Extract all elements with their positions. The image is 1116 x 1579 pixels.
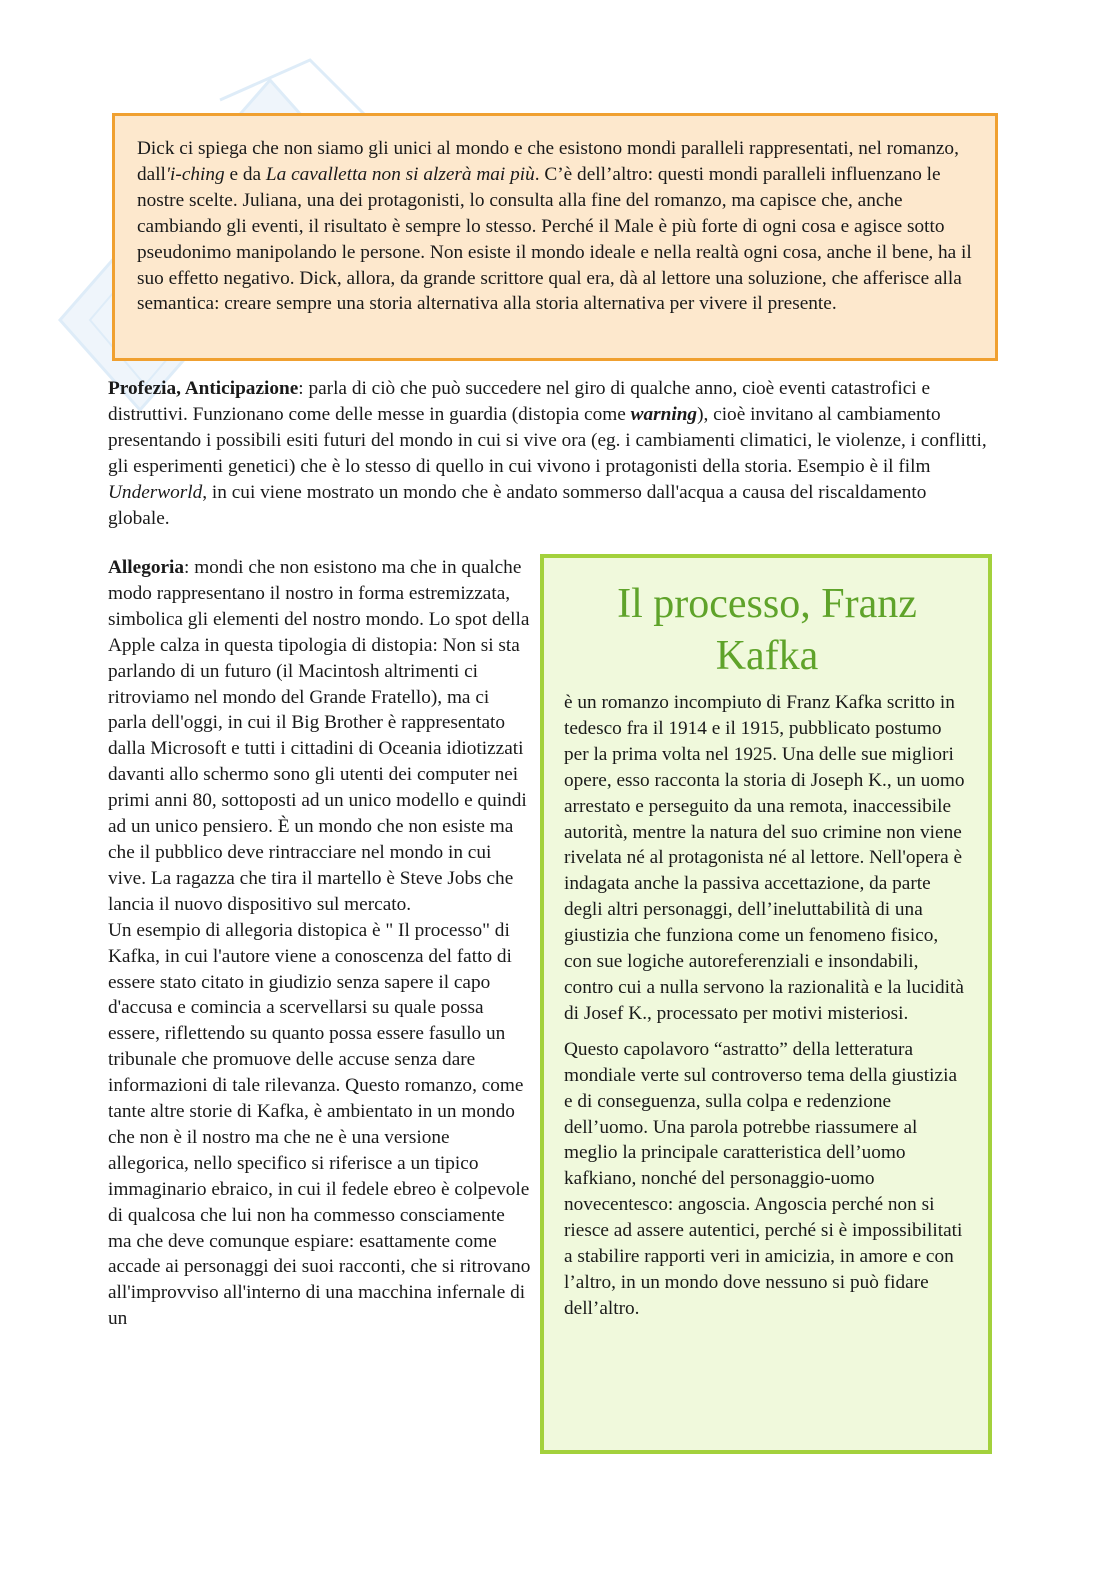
intro-box <box>112 113 998 361</box>
allegoria-section <box>108 555 532 1332</box>
kafka-paragraph-1: è un romanzo incompiuto di Franz Kafka scritto in tedesco fra il 1914 e il 1915, pubblicato postumo per la prima volta nel 1925. Una delle sue migliori opere, esso racconta la storia di Joseph K., un uomo arrestato e perseguito da una remota, inaccessibile autorità, mentre la natura del suo crimine non viene rivelata né al protagonista né al lettore. Nell'opera è indagata anche la passiva accettazione, da parte degli altri personaggi, dell’ineluttabilità di una giustizia che funziona come un fenomeno fisico, con sue logiche autoreferenziali e insondabili, contro cui a nulla servono la razionalità e la lucidità di Josef K., processato per motivi misteriosi. <box>564 692 965 1024</box>
kafka-paragraph-2: Questo capolavoro “astratto” della letteratura mondiale verte sul controverso tema della giustizia e di conseguenza, sulla colpa e redenzione dell’uomo. Una parola potrebbe riassumere al meglio la principale caratteristica dell’uomo kafkiano, nonché del personaggio-uomo novecentesco: angoscia. Angoscia perché non si riesce ad assere autentici, perché si è impossibilitati a stabilire rapporti veri in amicizia, in amore e con l’altro, in un mondo dove nessuno si può fidare dell’altro. <box>564 1038 963 1319</box>
allegoria-paragraph-1: Allegoria: mondi che non esistono ma che in qualche modo rappresentano il nostro in forma estremizzata, simbolica gli elementi del nostro mondo. Lo spot della Apple calza in questa tipologia di distopia: Non si sta parlando di un futuro (il Macintosh altrimenti ci ritroviamo nel mondo del Grande Fratello), ma ci parla dell'oggi, in cui il Big Brother è rappresentato dalla Microsoft e tutti i cittadini di Oceania idiotizzati davanti allo schermo sono gli utenti dei computer nei primi anni 80, sottoposti ad un unico modello e quindi ad un unico pensiero. È un mondo che non esiste ma che il pubblico deve rintracciare nel mondo in cui vive. La ragazza che tira il martello è Steve Jobs che lancia il nuovo dispositivo sul mercato. <box>108 557 530 915</box>
intro-paragraph: Dick ci spiega che non siamo gli unici al mondo e che esistono mondi paralleli rappresentati, nel romanzo, dall'i-ching e da La cavalletta non si alzerà mai più. C’è dell’altro: questi mondi paralleli influenzano le nostre scelte. Juliana, una dei protagonisti, lo consulta alla fine del romanzo, ma capisce che, anche cambiando gli eventi, il risultato è sempre lo stesso. Perché il Male è più forte di ogni cosa e agisce sotto pseudonimo manipolando le persone. Non esiste il mondo ideale e nella realtà ogni cosa, anche il bene, ha il suo effetto negativo. Dick, allora, da grande scrittore qual era, dà al lettore una soluzione, che afferisce alla semantica: creare sempre una storia alternativa alla storia alternativa per vivere il presente. <box>137 138 972 315</box>
warning-term: warning <box>630 403 698 425</box>
profezia-paragraph: Profezia, Anticipazione: parla di ciò che può succedere nel giro di qualche anno, cioè eventi catastrofici e distruttivi. Funzionano come delle messe in guardia (distopia come warning), cioè invitano al cambiamento presentando i possibili esiti futuri del mondo in cui si vive ora (eg. i cambiamenti climatici, le violenze, i conflitti, gli esperimenti genetici) che è lo stesso di quello in cui vivono i protagonisti della storia. Esempio è il film Underworld, in cui viene mostrato un mondo che è andato sommerso dall'acqua a causa del riscaldamento globale. <box>108 378 987 529</box>
profezia-section <box>108 376 988 531</box>
allegoria-paragraph-2: Un esempio di allegoria distopica è " Il processo" di Kafka, in cui l'autore viene a conoscenza del fatto di essere stato citato in giudizio senza sapere il capo d'accusa e comincia a scervellarsi su quale possa essere, riflettendo su quanto possa essere fasullo un tribunale che promuove delle accuse senza dare informazioni di tale rilevanza. Questo romanzo, come tante altre storie di Kafka, è ambientato in un mondo che non è il nostro ma che ne è una versione allegorica, nello specifico si riferisce a un tipico immaginario ebraico, in cui il fedele ebreo è colpevole di qualcosa che lui non ha commesso consciamente ma che deve comunque espiare: esattamente come accade ai personaggi dei suoi racconti, che si ritrovano all'improvviso all'interno di una macchina infernale di un <box>108 919 531 1330</box>
kafka-box-title: Il processo, Franz Kafka <box>617 581 917 679</box>
kafka-sidebar-box <box>540 554 992 1454</box>
profezia-term: Profezia, Anticipazione <box>108 378 299 399</box>
film-title: Underworld <box>108 481 203 503</box>
allegoria-term: Allegoria <box>108 557 185 578</box>
